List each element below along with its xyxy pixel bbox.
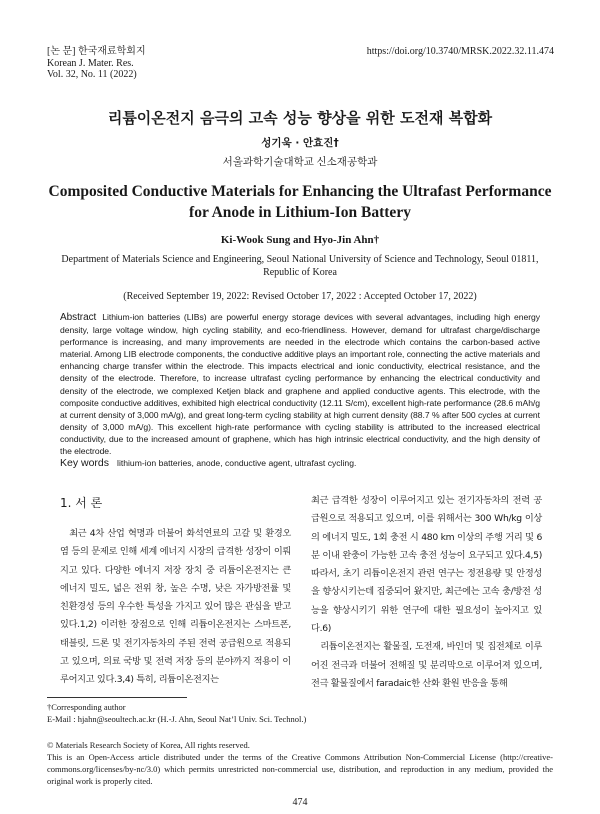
author-email: E-Mail : hjahn@seoultech.ac.kr (H.-J. Ahn, Seoul Nat’l Univ. Sci. Technol.) bbox=[47, 714, 307, 724]
keywords-label: Key words bbox=[60, 457, 110, 469]
abstract-text: Lithium-ion batteries (LIBs) are powerful energy storage devices with several advantages, including high energy density, large voltage window, high cycling stability, and eco-friendliness. However, demand for ultrafast charge/discharge performance is increasing, and many improvements are needed in the electrode which contains the carbon-based active material. Among LIB electrode components, the conductive additive plays an important role, connecting the active materials and enhancing charge transfer within the electrode. This impacts electrical and ionic conductivity, electrical resistance, and the density of the electrode. Therefore, to increase ultrafast cycling performance by enhancing the electrical conductivity and density of the electrode, we complexed Ketjen black and graphene and applied conductive agents. This electrode, with the composite conductive additives, exhibited high electrical conductivity (12.11 S/cm), excellent high-rate performance (28.6 mAh/g at current density of 3,000 mA/g), and great long-term cycling stability at high current density (88.7 % after 500 cycles at current density of 3,000 mA/g). This excellent high-rate performance with cycling stability is attributed to the increased electrical conductivity, due to the increased amount of graphene, which has high intrinsic electrical conductivity, and the high density of the electrode. bbox=[60, 312, 540, 457]
paragraph: 리튬이온전지는 활물질, 도전재, 바인더 및 집전체로 이루어진 전극과 더불어 전해질 및 분리막으로 이루어져 있으며, 전극 활물질에서 faradaic한 산화 환원 반응을 통해 bbox=[311, 641, 542, 689]
abstract-label: Abstract bbox=[60, 312, 97, 323]
keywords bbox=[60, 457, 540, 469]
journal-volume: Vol. 32, No. 11 (2022) bbox=[47, 69, 137, 80]
body-column-right bbox=[311, 492, 542, 693]
paragraph: 최근 4차 산업 혁명과 더불어 화석연료의 고갈 및 환경오염 등의 문제로 인해 세계 에너지 시장의 급격한 성장이 이뤄지고 있다. 다양한 에너지 저장 장치 중 리튬이온전지는 큰 에너지 밀도, 넓은 전위 창, 높은 수명, 낮은 자가방전률 및 친환경성 등의 우수한 특성을 가지고 있어 많은 관심을 받고 있다.1,2) 이러한 장점으로 인해 리튬이온전지는 스마트폰, 태블릿, 드론 및 전기자동차의 주된 전력 공급원으로 적용되고 있으며, 의료 국방 및 전력 저장 등의 분야까지 적용이 이루어지고 있다.3,4) 특히, 리튬이온전지는 bbox=[60, 528, 291, 686]
journal-header bbox=[47, 46, 146, 81]
journal-name-en: Korean J. Mater. Res. bbox=[47, 57, 134, 69]
title-english: Composited Conductive Materials for Enhancing the Ultrafast Performance for Anode in Lithium-Ion Battery bbox=[48, 183, 552, 221]
keywords-text: lithium-ion batteries, anode, conductive agent, ultrafast cycling. bbox=[117, 458, 357, 468]
authors-english: Ki-Wook Sung and Hyo-Jin Ahn† bbox=[220, 234, 380, 246]
body-column-left bbox=[60, 525, 291, 690]
footnote-divider bbox=[47, 697, 187, 698]
title-korean: 리튬이온전지 음극의 고속 성능 향상을 위한 도전재 복합화 bbox=[107, 109, 493, 127]
authors-korean: 성기욱 · 안효진† bbox=[261, 137, 339, 149]
affiliation-korean: 서울과학기술대학교 신소재공학과 bbox=[222, 157, 378, 168]
page-number: 474 bbox=[292, 797, 308, 808]
corresponding-author: †Corresponding author bbox=[47, 702, 126, 712]
affiliation-english: Department of Materials Science and Engineering, Seoul National University of Science and Technology, Seoul 01811, Republic of Korea bbox=[61, 254, 539, 278]
paragraph: 최근 급격한 성장이 이루어지고 있는 전기자동차의 전력 공급원으로 적용되고 있으며, 이를 위해서는 300 Wh/kg 이상의 에너지 밀도, 1회 충전 시 480 km 이상의 주행 거리 및 6분 이내 완충이 가능한 고속 충전 성능이 요구되고 있다.4,5) 따라서, 초기 리튬이온전지 관련 연구는 정전용량 및 안정성을 향상시키는데 집중되어 왔지만, 최근에는 고속 충/방전 성능을 향상시키기 위한 연구에 대한 필요성이 높아지고 있다.6) bbox=[311, 495, 542, 635]
received-dates: (Received September 19, 2022: Revised October 17, 2022 : Accepted October 17, 2022) bbox=[123, 291, 477, 302]
copyright-notice bbox=[47, 739, 553, 787]
abstract bbox=[60, 311, 540, 457]
license-text: This is an Open-Access article distributed under the terms of the Creative Commons Attribution Non-Commercial License (http://creative-commons.org/licenses/by-nc/3.0) which permits unrestricted non-commercial use, distribution, and reproduction in any medium, provided the original work is properly cited. bbox=[47, 752, 553, 786]
copyright-line: © Materials Research Society of Korea, All rights reserved. bbox=[47, 740, 250, 750]
doi-link[interactable]: https://doi.org/10.3740/MRSK.2022.32.11.474 bbox=[366, 46, 554, 57]
footnote bbox=[47, 701, 553, 725]
section-title: 1. 서 론 bbox=[60, 496, 103, 510]
journal-name-ko: [논 문] 한국재료학회지 bbox=[47, 46, 146, 57]
